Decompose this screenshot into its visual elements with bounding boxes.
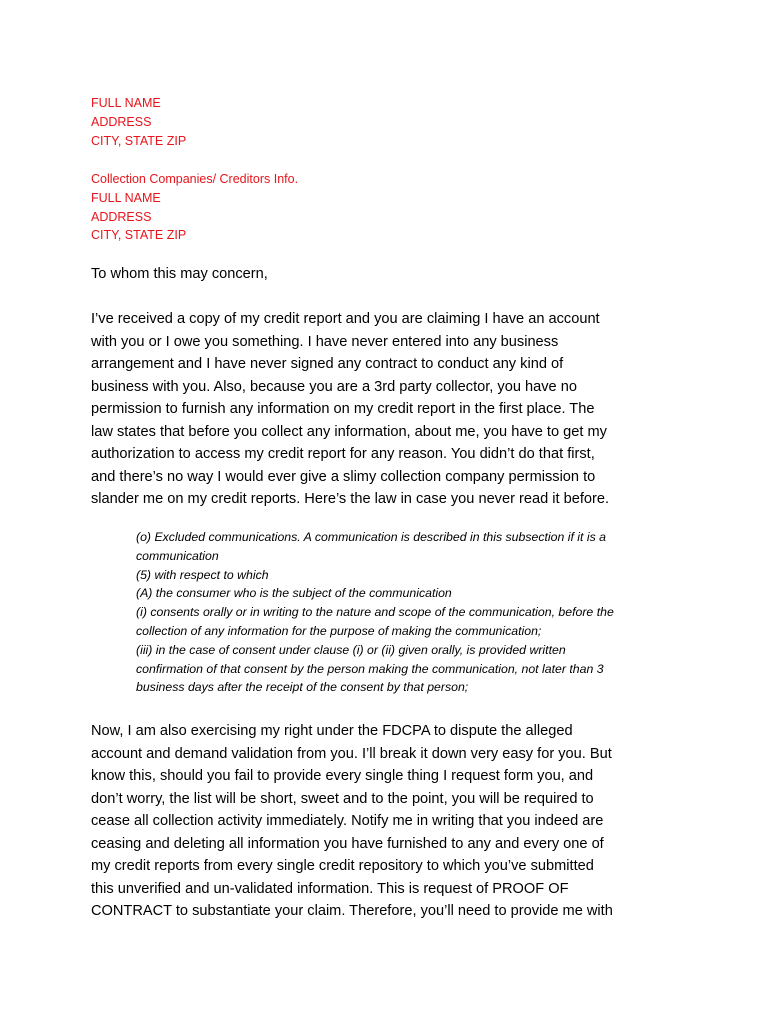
paragraph-line: account and demand validation from you. I’ll break it down very easy for you. But	[91, 745, 612, 762]
paragraph-line: slander me on my credit reports. Here’s the law in case you never read it before.	[91, 491, 610, 507]
paragraph-line: law states that before you collect any information, about me, you have to get my	[91, 423, 607, 440]
quote-line: (A) the consumer who is the subject of the communication	[136, 586, 452, 601]
paragraph-line: permission to furnish any information on my credit report in the first place. The	[91, 401, 595, 417]
quote-line: collection of any information for the purpose of making the communication;	[136, 623, 542, 638]
paragraph-credit-report-claim	[91, 308, 691, 511]
paragraph-line: CONTRACT to substantiate your claim. Therefore, you’ll need to provide me with	[91, 903, 613, 919]
sender-city-state-zip: CITY, STATE ZIP	[91, 133, 187, 148]
paragraph-fdcpa-dispute	[91, 720, 691, 923]
quote-line: (iii) in the case of consent under clause (i) or (ii) given orally, is provided written	[136, 642, 566, 657]
sender-address: ADDRESS	[91, 114, 152, 129]
paragraph-line: Now, I am also exercising my right under the FDCPA to dispute the alleged	[91, 723, 573, 739]
paragraph-line: authorization to access my credit report for any reason. You didn’t do that first,	[91, 446, 595, 462]
quote-line: communication	[136, 548, 219, 563]
paragraph-line: I’ve received a copy of my credit report and you are claiming I have an account	[91, 311, 600, 327]
quote-line: (o) Excluded communications. A communication is described in this subsection if it is a	[136, 530, 606, 544]
quoted-law-excerpt	[136, 528, 696, 697]
recipient-address-block	[91, 170, 298, 245]
recipient-address: ADDRESS	[91, 209, 152, 224]
salutation-line: To whom this may concern,	[91, 266, 268, 282]
paragraph-line: arrangement and I have never signed any contract to conduct any kind of	[91, 356, 564, 372]
paragraph-line: and there’s no way I would ever give a slimy collection company permission to	[91, 468, 596, 485]
quote-line: (5) with respect to which	[136, 567, 269, 582]
recipient-full-name: FULL NAME	[91, 190, 161, 205]
paragraph-line: cease all collection activity immediately. Notify me in writing that you indeed are	[91, 813, 604, 829]
salutation	[91, 263, 691, 286]
paragraph-line: know this, should you fail to provide every single thing I request form you, and	[91, 768, 594, 784]
paragraph-line: my credit reports from every single credit repository to which you’ve submitted	[91, 858, 594, 874]
paragraph-line: with you or I owe you something. I have never entered into any business	[91, 333, 559, 350]
recipient-heading: Collection Companies/ Creditors Info.	[91, 172, 299, 186]
paragraph-line: business with you. Also, because you are a 3rd party collector, you have no	[91, 378, 577, 395]
recipient-city-state-zip: CITY, STATE ZIP	[91, 228, 187, 243]
paragraph-line: this unverified and un-validated information. This is request of PROOF OF	[91, 880, 569, 897]
paragraph-line: ceasing and deleting all information you have furnished to any and every one of	[91, 835, 604, 852]
quote-line: business days after the receipt of the consent by that person;	[136, 680, 469, 695]
sender-full-name: FULL NAME	[91, 96, 161, 110]
sender-address-block	[91, 94, 186, 150]
paragraph-line: don’t worry, the list will be short, sweet and to the point, you will be required to	[91, 790, 594, 807]
quote-line: confirmation of that consent by the person making the communication, not later than 3	[136, 661, 604, 676]
quote-line: (i) consents orally or in writing to the nature and scope of the communication, before the	[136, 605, 614, 620]
